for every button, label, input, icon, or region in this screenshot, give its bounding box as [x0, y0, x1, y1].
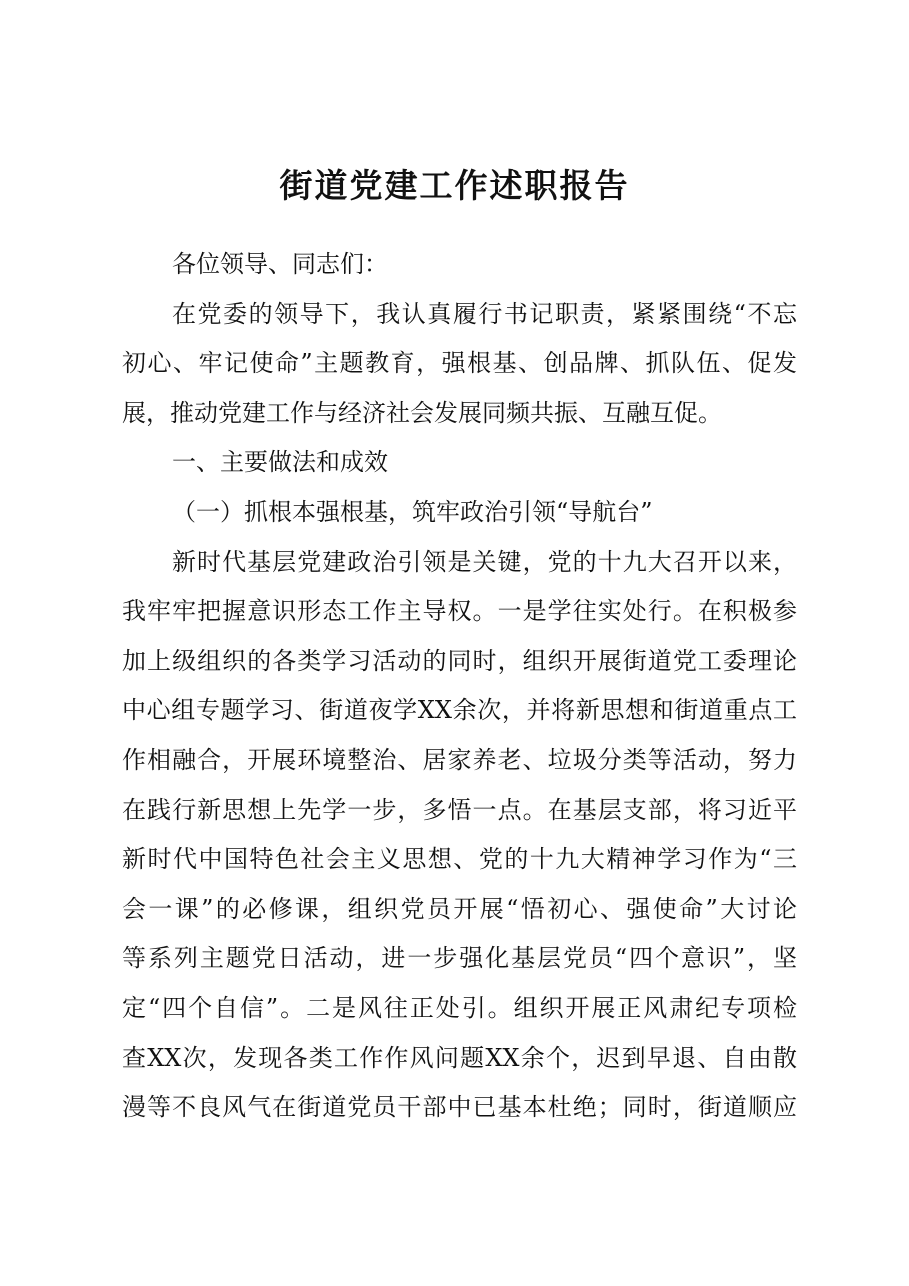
- text-line: 等系列主题党日活动，进一步强化基层党员“四个意识”，坚: [122, 944, 797, 973]
- text-line: 漫等不良风气在街道党员干部中已基本杜绝；同时，街道顺应: [122, 1093, 797, 1122]
- text-line: 新时代中国特色社会主义思想、党的十九大精神学习作为“三: [122, 845, 797, 874]
- text-line: 我牢牢把握意识形态工作主导权。一是学往实处行。在积极参: [122, 597, 797, 626]
- text-line: 新时代基层党建政治引领是关键，党的十九大召开以来，: [172, 547, 797, 576]
- document-body: [122, 240, 797, 1133]
- text-line: 会一课”的必修课，组织党员开展“悟初心、强使命”大讨论: [122, 894, 797, 923]
- text-line: 各位领导、同志们：: [172, 250, 388, 278]
- text-line: 加上级组织的各类学习活动的同时，组织开展街道党工委理论: [122, 646, 797, 675]
- text-line: 展，推动党建工作与经济社会发展同频共振、互融互促。: [122, 398, 722, 427]
- text-line: 查XX次，发现各类工作作风问题XX余个，迟到早退、自由散: [122, 1043, 797, 1072]
- text-line: 作相融合，开展环境整治、居家养老、垃圾分类等活动，努力: [122, 745, 797, 774]
- text-line: 在党委的领导下，我认真履行书记职责，紧紧围绕“不忘: [172, 299, 797, 328]
- text-line: 一、主要做法和成效: [172, 448, 388, 477]
- text-line: （一）抓根本强根基，筑牢政治引领“导航台”: [172, 497, 653, 526]
- text-line: 定“四个自信”。二是风往正处引。组织开展正风肃纪专项检: [122, 993, 797, 1022]
- document-title: 街道党建工作述职报告: [279, 166, 630, 205]
- text-line: 初心、牢记使命”主题教育，强根基、创品牌、抓队伍、促发: [122, 349, 797, 378]
- text-line: 在践行新思想上先学一步，多悟一点。在基层支部，将习近平: [122, 795, 797, 824]
- text-line: 中心组专题学习、街道夜学XX余次，并将新思想和街道重点工: [122, 696, 797, 725]
